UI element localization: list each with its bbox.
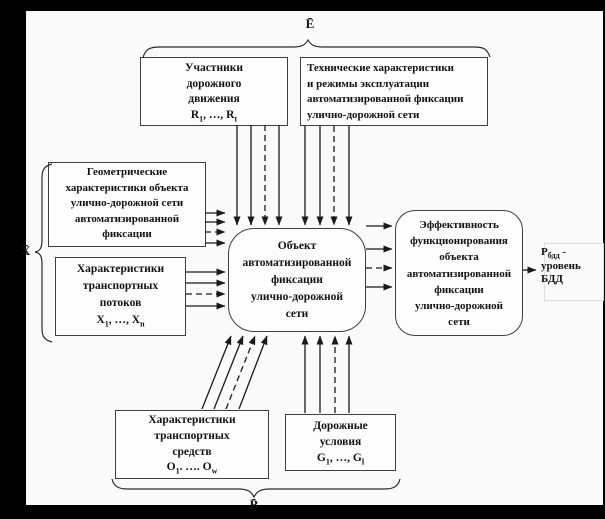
box-line: сети [285, 308, 309, 320]
box-formula [56, 312, 185, 329]
box-line: улично-дорожной [251, 291, 343, 303]
box-road-users [140, 57, 288, 126]
box-line: условия [319, 436, 362, 448]
box-line: Характеристики [148, 414, 236, 426]
formula-sub: 1 [199, 113, 204, 123]
box-line: движения [188, 93, 240, 105]
formula-base: O [166, 461, 176, 474]
box-line: фиксации [102, 228, 152, 241]
box-line: и режимы эксплуатации [307, 77, 430, 90]
box-road-conditions [285, 414, 396, 471]
box-vehicle-characteristics [115, 410, 269, 479]
box-line: Характеристики [76, 263, 165, 275]
box-fixation-object [228, 228, 366, 332]
formula-mid: , …, R [203, 108, 235, 121]
box-traffic-flows [55, 257, 186, 336]
box-line: Технические характеристики [307, 62, 455, 74]
box-formula [141, 108, 287, 124]
box-line: улично-дорожной [415, 300, 503, 313]
formula-sub: бдд [547, 251, 560, 261]
box-line: автоматизированной [406, 267, 512, 280]
formula-sub: w [211, 466, 218, 476]
brace-label-e: Ē [305, 16, 315, 31]
formula-base: X [96, 314, 105, 326]
box-line: функционирования [410, 235, 508, 248]
box-line: автоматизированной фиксации [307, 93, 464, 105]
brace-label-x: X̄ [21, 243, 31, 258]
formula-mid: , …, X [108, 314, 141, 326]
box-technical-characteristics [300, 57, 488, 126]
box-line: сети [448, 316, 470, 329]
box-line: Эффективность [419, 219, 499, 231]
formula-base: P [541, 246, 548, 258]
output-formula [541, 246, 603, 260]
box-line: характеристики объекта [65, 181, 189, 194]
brace-label-b: B̄ [249, 497, 259, 512]
box-line: транспортных [82, 280, 159, 292]
box-line: улично-дорожной сети [70, 197, 184, 210]
formula-mid: , …, G [329, 452, 362, 464]
box-geometric-characteristics [48, 162, 206, 247]
formula-sub: 1 [104, 319, 109, 329]
box-line: автоматизированной [74, 212, 180, 225]
box-line: средств [172, 445, 212, 458]
formula-sub: 1 [175, 466, 180, 476]
box-line: фиксации [434, 283, 484, 296]
output-label-pbdd [541, 246, 603, 287]
formula-sub: l [361, 457, 365, 467]
formula-base: G [316, 452, 326, 464]
box-line: Объект [277, 240, 317, 252]
box-line: Дорожные [313, 420, 368, 432]
formula-sub: 1 [325, 457, 330, 467]
formula-mid: - [559, 246, 567, 258]
box-line: Участники [185, 62, 243, 74]
formula-mid: . …. O [179, 461, 212, 474]
box-line: фиксации [271, 274, 323, 286]
formula-base: R [190, 108, 200, 121]
box-line: Геометрические [86, 166, 168, 178]
box-line: объекта [439, 251, 479, 264]
box-effectiveness [395, 210, 523, 336]
formula-sub: n [140, 319, 145, 329]
box-line: улично-дорожной сети [307, 108, 420, 121]
box-line: потоков [99, 297, 142, 309]
box-line: дорожного [186, 77, 242, 90]
box-line: автоматизированной [242, 257, 352, 269]
output-line: уровень [541, 259, 581, 272]
output-line: БДД [541, 273, 563, 285]
box-line: транспортных [154, 429, 230, 442]
formula-sub: t [234, 113, 238, 123]
box-formula [116, 460, 268, 476]
box-formula [286, 450, 395, 466]
